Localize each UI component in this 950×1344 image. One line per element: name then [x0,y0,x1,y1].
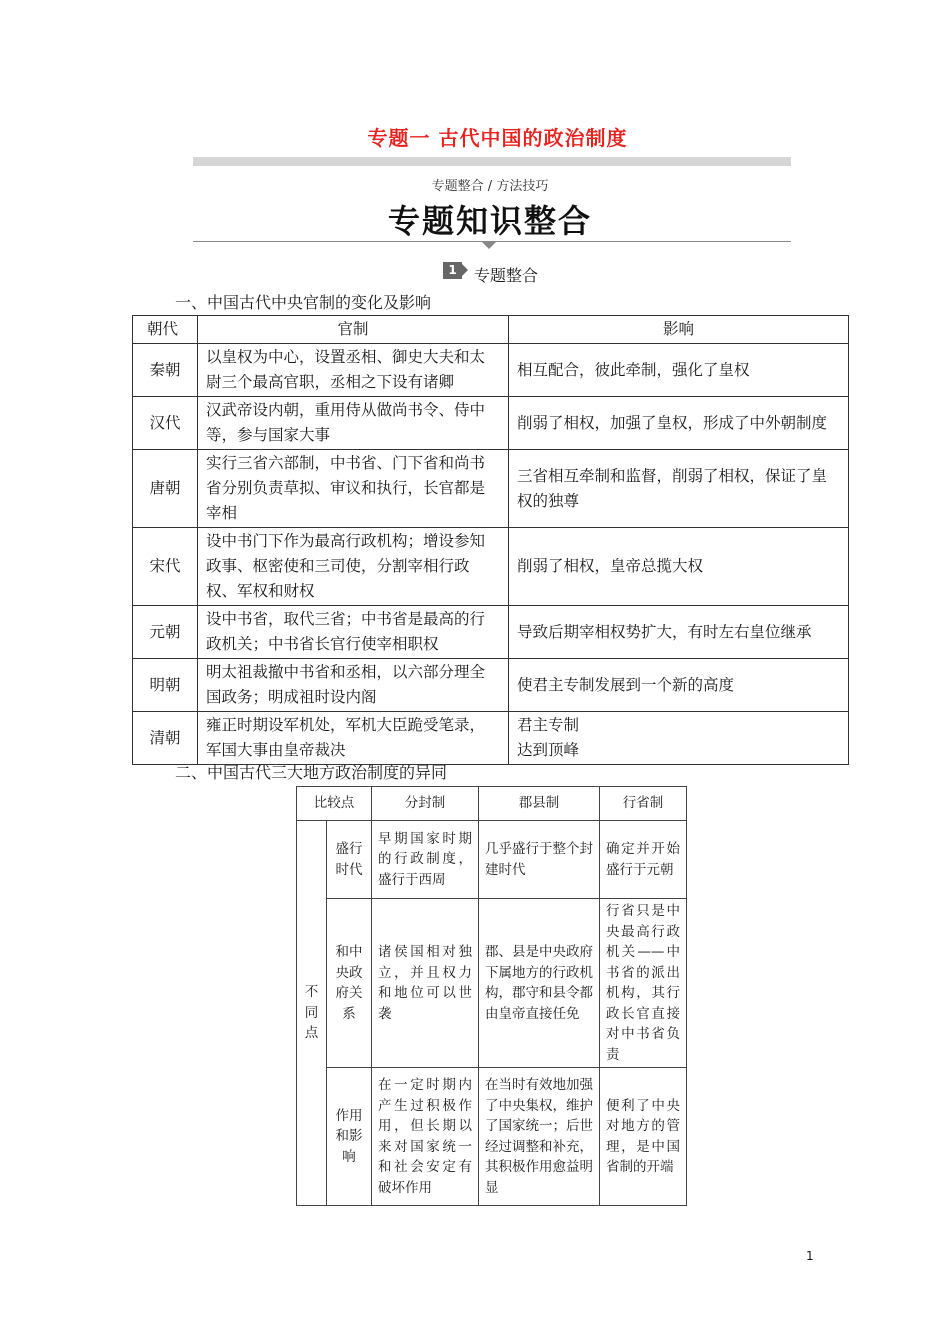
badge-arrow-icon [462,264,468,276]
point-line: 府关 [335,985,363,1001]
system-cell: 明太祖裁撤中书省和丞相，以六部分理全国政务；明成祖时设内阁 [198,659,509,712]
system-cell: 以皇权为中心，设置丞相、御史大夫和太尉三个最高官职，丞相之下设有诸卿 [198,344,509,397]
point-line: 系 [342,1005,356,1022]
table-header-row [133,316,849,344]
effect-cell: 削弱了相权，加强了皇权，形成了中外朝制度 [509,397,849,450]
point-line: 和影 [335,1128,363,1145]
column-header-effect: 影响 [509,316,849,344]
table-row [133,606,849,659]
xingsheng-cell: 便利了中央对地方的管理，是中国省制的开端 [600,1068,687,1206]
group-label-char: 同 [304,1004,319,1021]
table-row [133,397,849,450]
column-header-dynasty: 朝代 [133,316,198,344]
system-cell: 汉武帝设内朝，重用侍从做尚书令、侍中等，参与国家大事 [198,397,509,450]
title-divider-bar [193,157,791,166]
effect-cell: 导致后期宰相权势扩大，有时左右皇位继承 [509,606,849,659]
table-row [297,899,687,1068]
effect-line: 君主专制 [517,716,580,734]
breadcrumb: 专题整合 / 方法技巧 [431,179,549,194]
junxian-cell: 郡、县是中央政府下属地方的行政机构，郡守和县令都由皇帝直接任免 [479,899,600,1068]
point-line: 央政 [335,964,363,981]
section-big-title: 专题知识整合 [387,202,592,240]
column-header-junxian: 郡县制 [479,787,600,821]
system-cell: 实行三省六部制，中书省、门下省和尚书省分别负责草拟、审议和执行，长官都是宰相 [198,450,509,528]
xingsheng-cell: 确定并开始盛行于元朝 [600,821,687,899]
fenfeng-cell: 早期国家时期的行政制度，盛行于西周 [372,821,479,899]
effect-cell: 相互配合，彼此牵制，强化了皇权 [509,344,849,397]
table-row [133,528,849,606]
system-cell: 设中书省，取代三省；中书省是最高的行政机关；中书省长官行使宰相职权 [198,606,509,659]
fenfeng-cell: 在一定时期内产生过积极作用，但长期以来对国家统一和社会安定有破坏作用 [372,1068,479,1206]
table-row [133,344,849,397]
column-header-system: 官制 [198,316,509,344]
table-header-row [297,787,687,821]
table-row [297,821,687,899]
point-line: 和中 [335,944,363,960]
group-label-char: 不 [304,984,319,1001]
group-label-char: 点 [304,1025,319,1042]
group-label-differences [297,821,327,1206]
central-official-system-table [132,315,849,765]
comparison-point-cell [327,899,372,1068]
chevron-down-icon [481,241,497,249]
dynasty-cell: 汉代 [133,397,198,450]
table-row [133,450,849,528]
effect-cell: 使君主专制发展到一个新的高度 [509,659,849,712]
dynasty-cell: 宋代 [133,528,198,606]
fenfeng-cell: 诸侯国相对独立，并且权力和地位可以世袭 [372,899,479,1068]
part2-heading: 二、中国古代三大地方政治制度的异同 [175,763,448,782]
junxian-cell: 在当时有效地加强了中央集权，维护了国家统一；后世经过调整和补充，其积极作用愈益明显 [479,1068,600,1206]
dynasty-cell: 唐朝 [133,450,198,528]
section-number-badge: 1 [443,262,462,279]
section-label: 专题整合 [474,266,539,285]
dynasty-cell: 秦朝 [133,344,198,397]
point-line: 盛行 [335,841,363,857]
system-cell: 设中书门下作为最高行政机构；增设参知政事、枢密使和三司使，分割宰相行政权、军权和财权 [198,528,509,606]
system-cell: 雍正时期设军机处，军机大臣跪受笔录，军国大事由皇帝裁决 [198,712,509,765]
column-header-fenfeng: 分封制 [372,787,479,821]
dynasty-cell: 元朝 [133,606,198,659]
xingsheng-cell: 行省只是中央最高行政机关——中书省的派出机构，其行政长官直接对中书省负责 [600,899,687,1068]
point-line: 作用 [335,1107,363,1124]
effect-cell [509,712,849,765]
effect-cell: 三省相互牵制和监督，削弱了相权，保证了皇权的独尊 [509,450,849,528]
comparison-point-cell [327,821,372,899]
junxian-cell: 几乎盛行于整个封建时代 [479,821,600,899]
dynasty-cell: 清朝 [133,712,198,765]
point-line: 响 [342,1148,356,1165]
page-number: 1 [806,1249,814,1263]
part1-heading: 一、中国古代中央官制的变化及影响 [175,293,432,312]
table-row [133,712,849,765]
table-row [297,1068,687,1206]
column-header-xingsheng: 行省制 [600,787,687,821]
page-title: 专题一 古代中国的政治制度 [367,126,628,150]
effect-line: 达到顶峰 [517,741,580,759]
dynasty-cell: 明朝 [133,659,198,712]
table-row [133,659,849,712]
comparison-point-cell [327,1068,372,1206]
local-system-comparison-table [296,786,687,1206]
column-header-comparison-point: 比较点 [297,787,372,821]
point-line: 时代 [335,861,363,878]
effect-cell: 削弱了相权，皇帝总揽大权 [509,528,849,606]
